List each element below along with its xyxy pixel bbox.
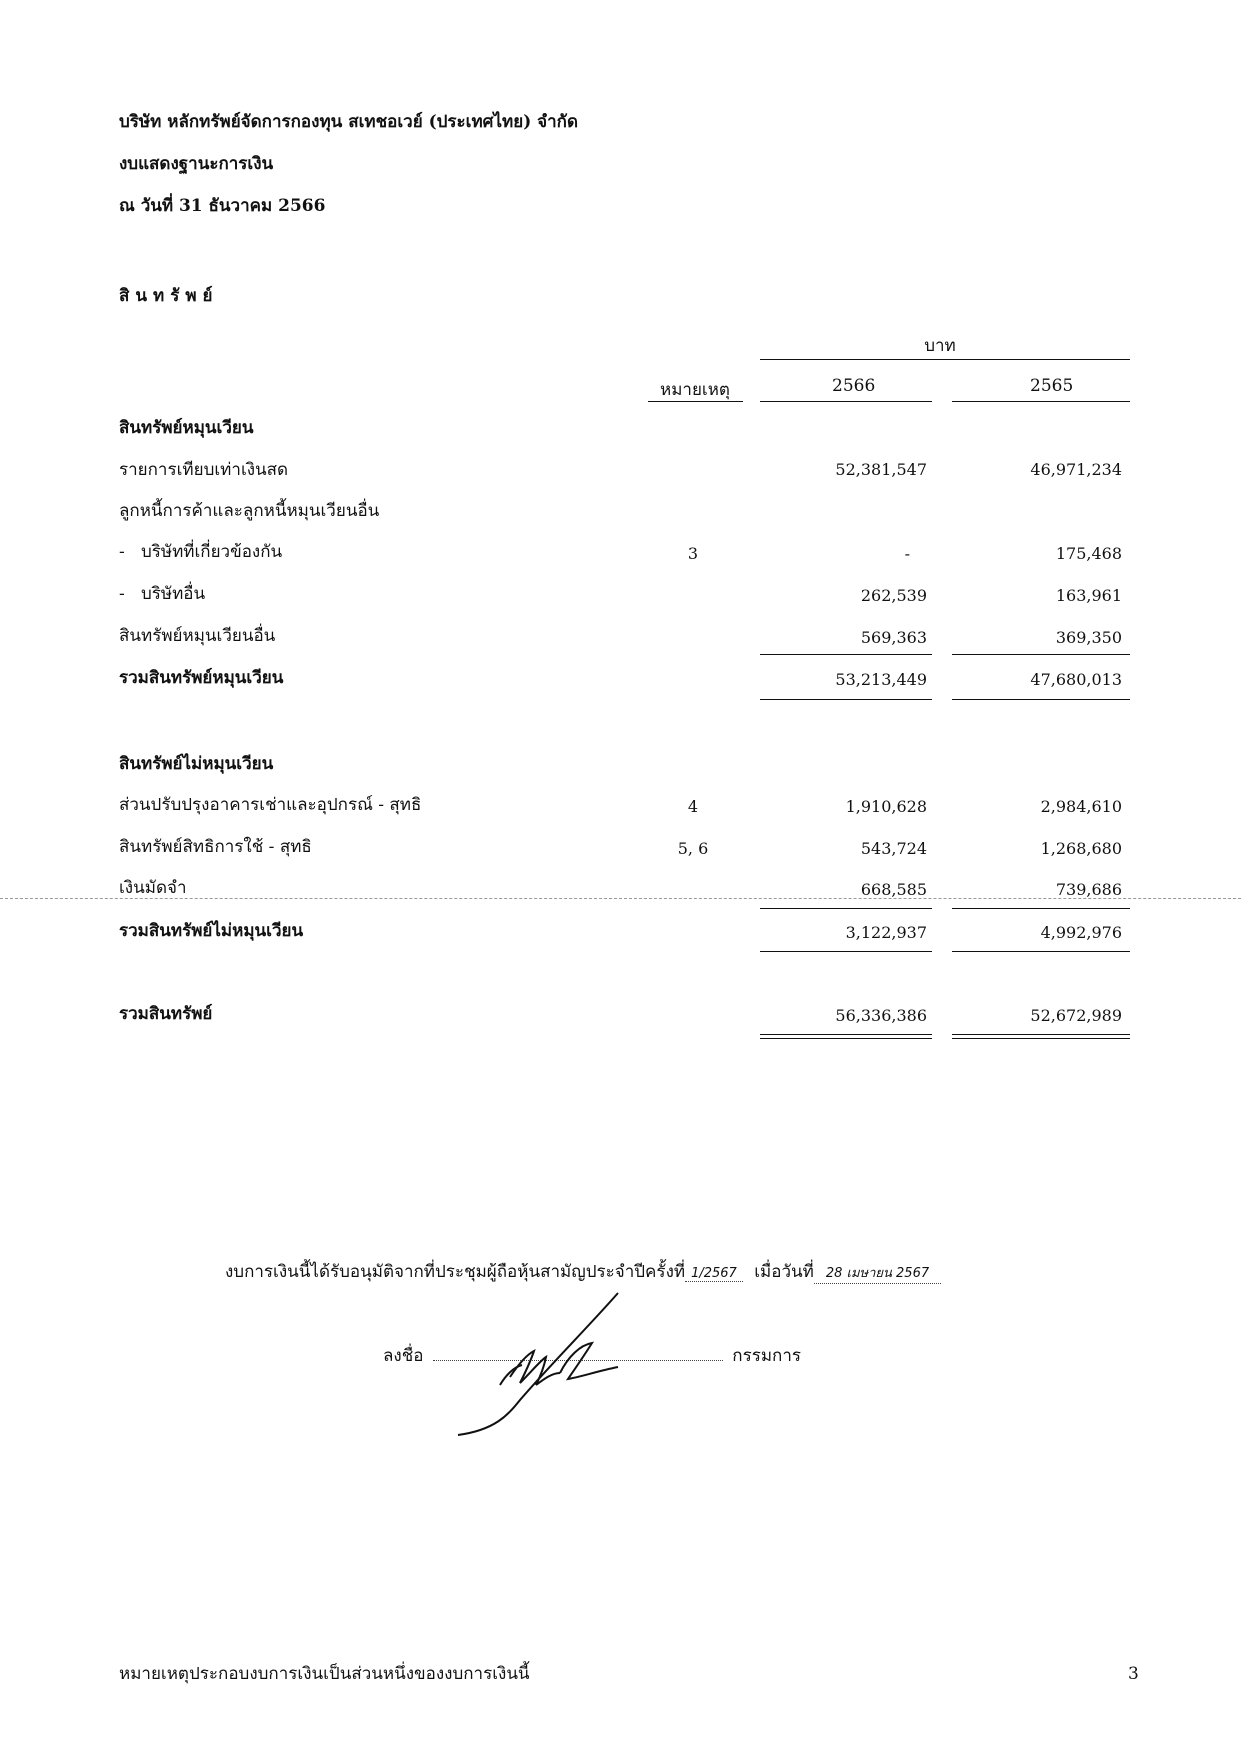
page-number: 3 xyxy=(1128,1664,1139,1684)
row-value-2565: 163,961 xyxy=(1055,586,1122,605)
year-2566-rule xyxy=(760,401,932,402)
row-value-2566: 569,363 xyxy=(860,628,927,647)
year-2565-rule xyxy=(952,401,1130,402)
statement-title: งบแสดงฐานะการเงิน xyxy=(119,154,274,174)
row-note: 4 xyxy=(687,797,699,816)
subtotal-rule-2566 xyxy=(760,654,932,655)
approval-date-label: เมื่อวันที่ xyxy=(754,1262,814,1282)
row-value-2566: 3,122,937 xyxy=(845,923,927,942)
noncurrent-assets-heading: สินทรัพย์ไม่หมุนเวียน xyxy=(119,754,274,774)
subtotal-rule-2566 xyxy=(760,908,932,909)
row-value-2566: 543,724 xyxy=(860,839,927,858)
row-label: รายการเทียบเท่าเงินสด xyxy=(119,460,289,480)
total-rule-2566 xyxy=(760,699,932,700)
current-assets-heading: สินทรัพย์หมุนเวียน xyxy=(119,418,254,438)
signature-label: ลงชื่อ xyxy=(383,1346,424,1366)
row-value-2566: 1,910,628 xyxy=(845,797,927,816)
signature-role: กรรมการ xyxy=(732,1346,802,1366)
approval-date-value: 28 เมษายน 2567 xyxy=(814,1262,941,1284)
grand-total-double-rule-2566 xyxy=(760,1034,932,1039)
currency-rule xyxy=(760,359,1130,360)
row-note: 5, 6 xyxy=(677,839,709,858)
row-label: - บริษัทที่เกี่ยวข้องกัน xyxy=(119,542,283,562)
row-value-2565: 1,268,680 xyxy=(1040,839,1122,858)
row-value-2565: 47,680,013 xyxy=(1030,670,1122,689)
note-column-rule xyxy=(648,401,743,402)
approval-text: งบการเงินนี้ได้รับอนุมัติจากที่ประชุมผู้ถือหุ้นสามัญประจำปีครั้งที่ xyxy=(225,1262,686,1282)
handwritten-signature xyxy=(440,1285,640,1440)
row-value-2566: 262,539 xyxy=(860,586,927,605)
subtotal-rule-2565 xyxy=(952,908,1130,909)
row-label: สินทรัพย์สิทธิการใช้ - สุทธิ xyxy=(119,837,312,857)
row-label: ส่วนปรับปรุงอาคารเช่าและอุปกรณ์ - สุทธิ xyxy=(119,795,422,815)
statement-date: ณ วันที่ 31 ธันวาคม 2566 xyxy=(119,196,326,216)
grand-total-double-rule-2565 xyxy=(952,1034,1130,1039)
meeting-number: 1/2567 xyxy=(685,1266,743,1282)
row-value-2565: 4,992,976 xyxy=(1040,923,1122,942)
row-label: รวมสินทรัพย์ไม่หมุนเวียน xyxy=(119,921,304,941)
year-2566-header: 2566 xyxy=(832,376,876,396)
row-note: 3 xyxy=(687,544,699,563)
row-label: - บริษัทอื่น xyxy=(119,584,206,604)
row-value-2565: 175,468 xyxy=(1055,544,1122,563)
row-value-2565: 52,672,989 xyxy=(1030,1006,1122,1025)
total-rule-2565 xyxy=(952,699,1130,700)
row-value-2565: 369,350 xyxy=(1055,628,1122,647)
receivables-heading: ลูกหนี้การค้าและลูกหนี้หมุนเวียนอื่น xyxy=(119,501,380,521)
row-label: เงินมัดจำ xyxy=(119,878,187,898)
row-value-2565: 739,686 xyxy=(1055,880,1122,899)
row-value-2565: 2,984,610 xyxy=(1040,797,1122,816)
currency-header: บาท xyxy=(924,336,956,356)
row-label: รวมสินทรัพย์หมุนเวียน xyxy=(119,668,284,688)
subtotal-rule-2565 xyxy=(952,654,1130,655)
approval-statement xyxy=(225,1258,941,1285)
total-rule-2566 xyxy=(760,951,932,952)
row-value-2566: - xyxy=(904,544,910,563)
row-value-2566: 52,381,547 xyxy=(835,460,927,479)
row-value-2566: 668,585 xyxy=(860,880,927,899)
row-value-2566: 56,336,386 xyxy=(835,1006,927,1025)
row-value-2565: 46,971,234 xyxy=(1030,460,1122,479)
row-value-2566: 53,213,449 xyxy=(835,670,927,689)
year-2565-header: 2565 xyxy=(1030,376,1074,396)
section-title: สินทรัพย์ xyxy=(119,286,219,306)
row-label: รวมสินทรัพย์ xyxy=(119,1004,213,1024)
note-column-header: หมายเหตุ xyxy=(660,380,730,400)
row-label: สินทรัพย์หมุนเวียนอื่น xyxy=(119,626,276,646)
total-rule-2565 xyxy=(952,951,1130,952)
footer-note: หมายเหตุประกอบงบการเงินเป็นส่วนหนึ่งของงบการเงินนี้ xyxy=(119,1664,530,1684)
company-name: บริษัท หลักทรัพย์จัดการกองทุน สเทชอเวย์ (ประเทศไทย) จำกัด xyxy=(119,112,578,132)
